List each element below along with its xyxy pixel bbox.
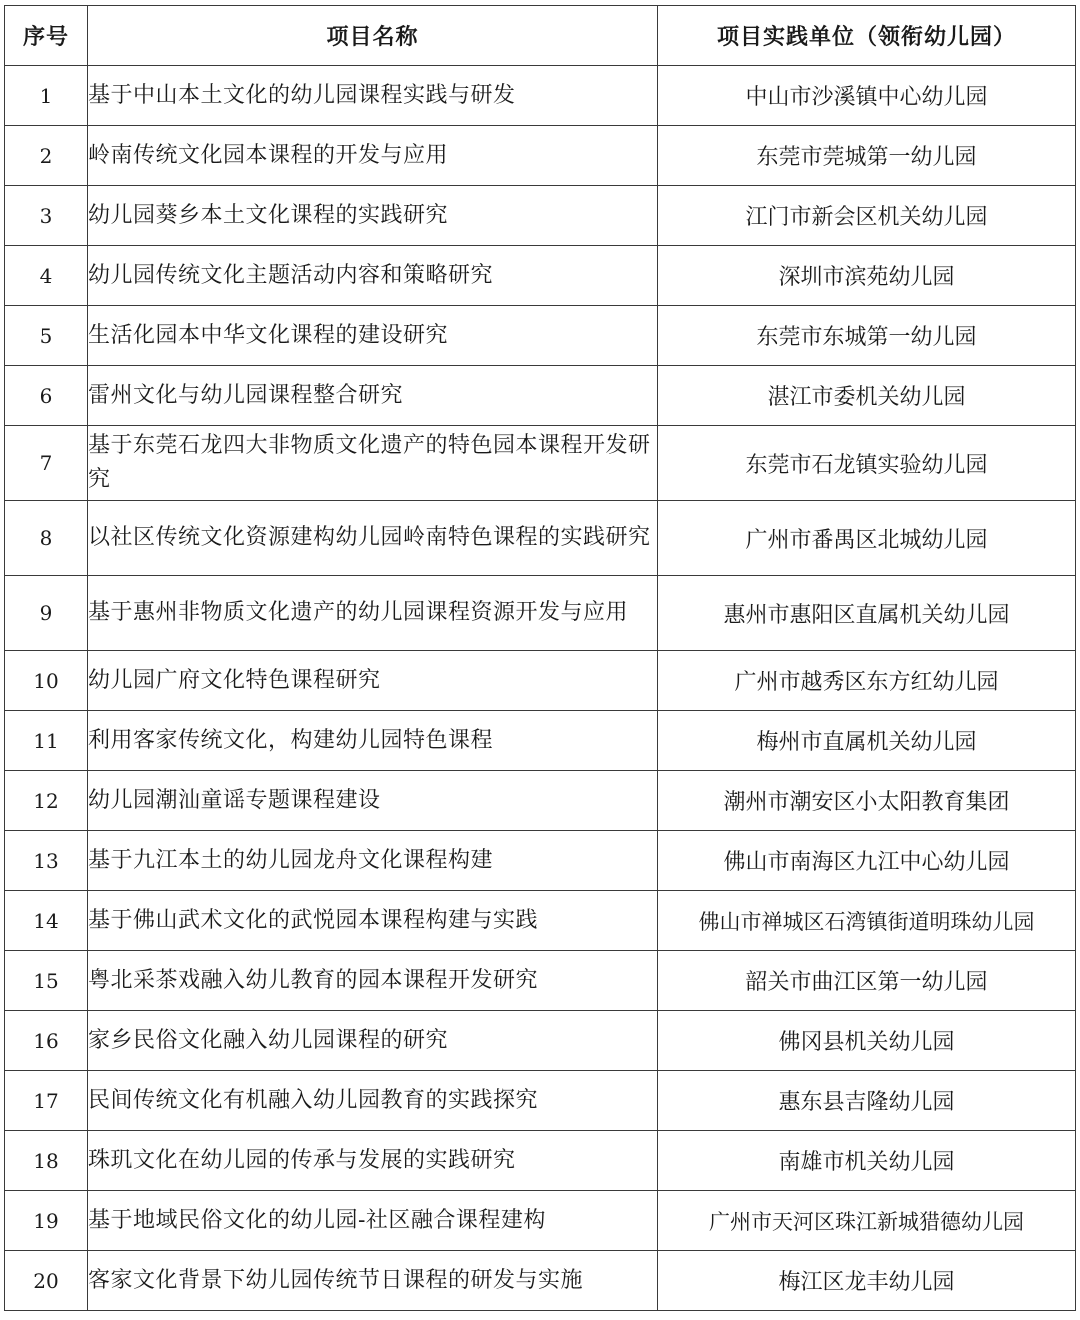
row-number: 8	[5, 501, 88, 576]
row-number: 5	[5, 306, 88, 366]
project-name: 基于九江本土的幼儿园龙舟文化课程构建	[88, 831, 658, 891]
project-name: 岭南传统文化园本课程的开发与应用	[88, 126, 658, 186]
table-row	[5, 651, 1076, 711]
table-row	[5, 711, 1076, 771]
lead-kindergarten: 潮州市潮安区小太阳教育集团	[658, 771, 1076, 831]
table-row	[5, 186, 1076, 246]
table-row	[5, 951, 1076, 1011]
lead-kindergarten: 广州市番禺区北城幼儿园	[658, 501, 1076, 576]
project-name: 基于惠州非物质文化遗产的幼儿园课程资源开发与应用	[88, 576, 658, 651]
lead-kindergarten: 佛冈县机关幼儿园	[658, 1011, 1076, 1071]
row-number: 1	[5, 66, 88, 126]
project-table	[4, 5, 1076, 1311]
table-body	[5, 66, 1076, 1311]
header-unit: 项目实践单位（领衔幼儿园）	[658, 6, 1076, 66]
table-row	[5, 1071, 1076, 1131]
table-row	[5, 426, 1076, 501]
table-row	[5, 1131, 1076, 1191]
row-number: 19	[5, 1191, 88, 1251]
lead-kindergarten: 惠州市惠阳区直属机关幼儿园	[658, 576, 1076, 651]
project-name: 家乡民俗文化融入幼儿园课程的研究	[88, 1011, 658, 1071]
lead-kindergarten: 南雄市机关幼儿园	[658, 1131, 1076, 1191]
table-row	[5, 501, 1076, 576]
table-header	[5, 6, 1076, 66]
row-number: 11	[5, 711, 88, 771]
header-no: 序号	[5, 6, 88, 66]
lead-kindergarten: 佛山市禅城区石湾镇街道明珠幼儿园	[658, 891, 1076, 951]
lead-kindergarten: 湛江市委机关幼儿园	[658, 366, 1076, 426]
lead-kindergarten: 佛山市南海区九江中心幼儿园	[658, 831, 1076, 891]
row-number: 10	[5, 651, 88, 711]
lead-kindergarten: 深圳市滨苑幼儿园	[658, 246, 1076, 306]
header-row	[5, 6, 1076, 66]
row-number: 6	[5, 366, 88, 426]
lead-kindergarten: 东莞市东城第一幼儿园	[658, 306, 1076, 366]
row-number: 2	[5, 126, 88, 186]
lead-kindergarten: 梅州市直属机关幼儿园	[658, 711, 1076, 771]
project-name: 幼儿园葵乡本土文化课程的实践研究	[88, 186, 658, 246]
table-row	[5, 891, 1076, 951]
project-name: 幼儿园潮汕童谣专题课程建设	[88, 771, 658, 831]
row-number: 9	[5, 576, 88, 651]
row-number: 17	[5, 1071, 88, 1131]
lead-kindergarten: 韶关市曲江区第一幼儿园	[658, 951, 1076, 1011]
project-name: 以社区传统文化资源建构幼儿园岭南特色课程的实践研究	[88, 501, 658, 576]
project-name: 幼儿园传统文化主题活动内容和策略研究	[88, 246, 658, 306]
row-number: 20	[5, 1251, 88, 1311]
project-name: 基于佛山武术文化的武悦园本课程构建与实践	[88, 891, 658, 951]
project-name: 雷州文化与幼儿园课程整合研究	[88, 366, 658, 426]
table-row	[5, 1191, 1076, 1251]
row-number: 3	[5, 186, 88, 246]
row-number: 12	[5, 771, 88, 831]
row-number: 13	[5, 831, 88, 891]
row-number: 15	[5, 951, 88, 1011]
table-row	[5, 771, 1076, 831]
row-number: 4	[5, 246, 88, 306]
table-row	[5, 246, 1076, 306]
project-name: 基于中山本土文化的幼儿园课程实践与研发	[88, 66, 658, 126]
table-row	[5, 126, 1076, 186]
table-row	[5, 1011, 1076, 1071]
project-name: 客家文化背景下幼儿园传统节日课程的研发与实施	[88, 1251, 658, 1311]
project-name: 基于地域民俗文化的幼儿园-社区融合课程建构	[88, 1191, 658, 1251]
lead-kindergarten: 东莞市莞城第一幼儿园	[658, 126, 1076, 186]
row-number: 16	[5, 1011, 88, 1071]
row-number: 7	[5, 426, 88, 501]
project-name: 民间传统文化有机融入幼儿园教育的实践探究	[88, 1071, 658, 1131]
lead-kindergarten: 广州市越秀区东方红幼儿园	[658, 651, 1076, 711]
table-row	[5, 576, 1076, 651]
lead-kindergarten: 江门市新会区机关幼儿园	[658, 186, 1076, 246]
project-name: 珠玑文化在幼儿园的传承与发展的实践研究	[88, 1131, 658, 1191]
header-name: 项目名称	[88, 6, 658, 66]
row-number: 18	[5, 1131, 88, 1191]
table-row	[5, 366, 1076, 426]
lead-kindergarten: 惠东县吉隆幼儿园	[658, 1071, 1076, 1131]
table-row	[5, 831, 1076, 891]
project-name: 幼儿园广府文化特色课程研究	[88, 651, 658, 711]
lead-kindergarten: 梅江区龙丰幼儿园	[658, 1251, 1076, 1311]
table-row	[5, 306, 1076, 366]
project-name: 生活化园本中华文化课程的建设研究	[88, 306, 658, 366]
project-name: 利用客家传统文化，构建幼儿园特色课程	[88, 711, 658, 771]
project-name: 粤北采茶戏融入幼儿教育的园本课程开发研究	[88, 951, 658, 1011]
table-row	[5, 1251, 1076, 1311]
lead-kindergarten: 中山市沙溪镇中心幼儿园	[658, 66, 1076, 126]
row-number: 14	[5, 891, 88, 951]
lead-kindergarten: 东莞市石龙镇实验幼儿园	[658, 426, 1076, 501]
table-row	[5, 66, 1076, 126]
project-name: 基于东莞石龙四大非物质文化遗产的特色园本课程开发研究	[88, 426, 658, 501]
lead-kindergarten: 广州市天河区珠江新城猎德幼儿园	[658, 1191, 1076, 1251]
